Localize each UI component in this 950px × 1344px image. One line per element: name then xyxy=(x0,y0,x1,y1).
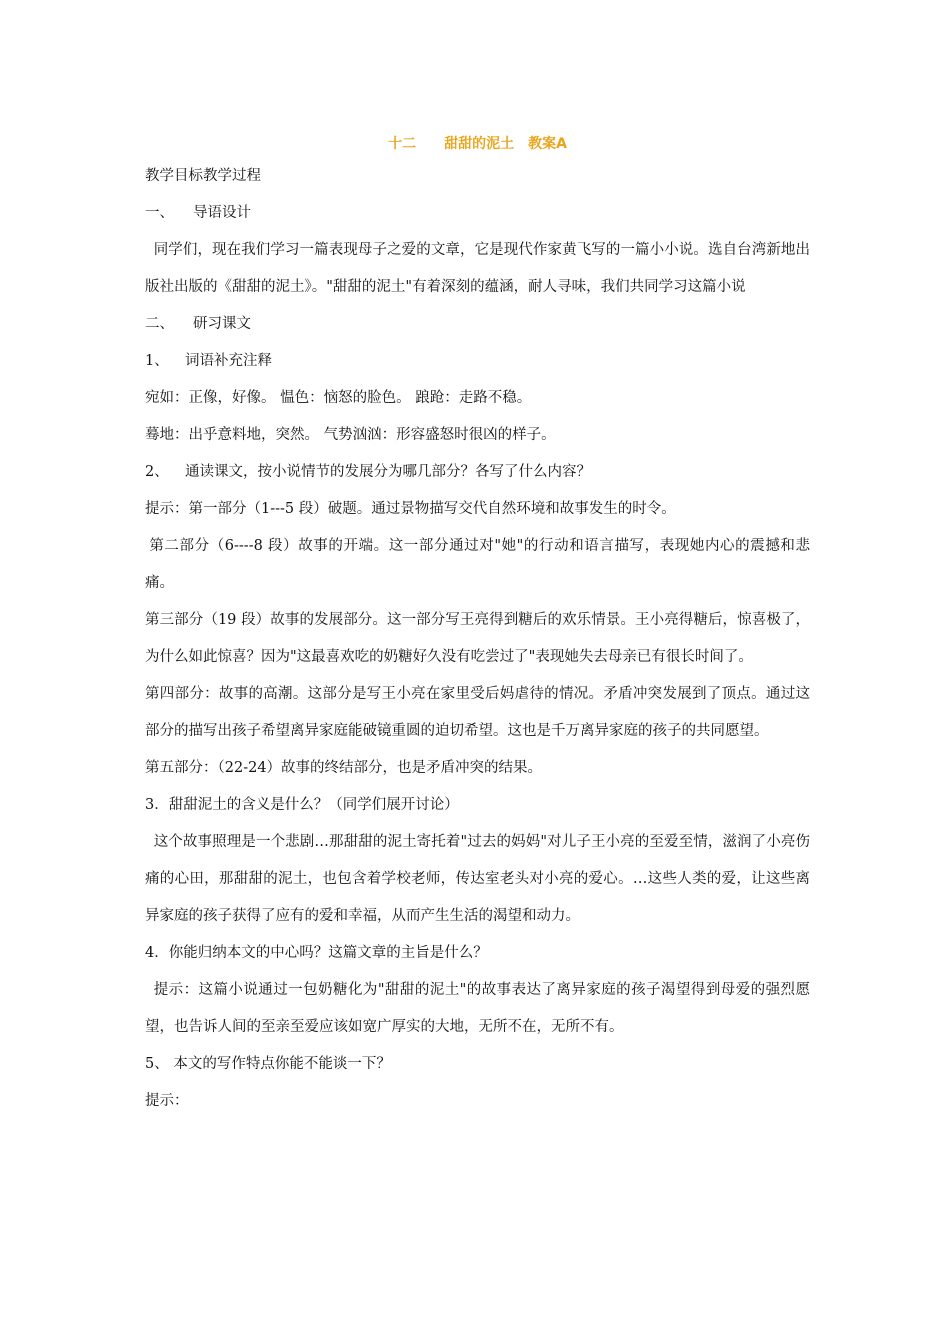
question-line: 5、 本文的写作特点你能不能谈一下？ xyxy=(145,1056,391,1072)
section-heading-intro xyxy=(145,195,810,232)
section-title: 导语设计 xyxy=(193,205,251,221)
document-page xyxy=(145,130,810,1120)
item-number: 1、 xyxy=(145,353,169,369)
vocab-line: 蓦地：出乎意料地，突然。 气势汹汹：形容盛怒时很凶的样子。 xyxy=(145,427,556,443)
intro-paragraph: 同学们，现在我们学习一篇表现母子之爱的文章，它是现代作家黄飞写的一篇小小说。选自台湾新地出版社出版的《甜甜的泥土》。"甜甜的泥土"有着深刻的蕴涵，耐人寻味，我们共同学习这篇小说 xyxy=(145,242,810,295)
answer-paragraph: 提示：这篇小说通过一包奶糖化为"甜甜的泥土"的故事表达了离异家庭的孩子渴望得到母爱的强烈愿望，也告诉人间的至亲至爱应该如宽广厚实的大地，无所不在，无所不有。 xyxy=(145,982,810,1035)
item-title: 通读课文，按小说情节的发展分为哪几部分？各写了什么内容？ xyxy=(185,464,591,480)
vocab-line: 宛如：正像，好像。 愠色：恼怒的脸色。 踉跄：走路不稳。 xyxy=(145,390,532,406)
item-number: 2、 xyxy=(145,464,169,480)
part-paragraph: 第四部分：故事的高潮。这部分是写王小亮在家里受后妈虐待的情况。矛盾冲突发展到了顶点。通过这部分的描写出孩子希望离异家庭能破镜重圆的迫切希望。这也是千万离异家庭的孩子的共同愿望。 xyxy=(145,686,810,739)
question-line: 4．你能归纳本文的中心吗？这篇文章的主旨是什么？ xyxy=(145,945,488,961)
section-heading-study xyxy=(145,306,810,343)
section-title: 研习课文 xyxy=(193,316,251,332)
part-paragraph: 提示：第一部分（1---5 段）破题。通过景物描写交代自然环境和故事发生的时令。 xyxy=(145,501,676,517)
part-paragraph: 第五部分：（22-24）故事的终结部分，也是矛盾冲突的结果。 xyxy=(145,760,543,776)
goals-line: 教学目标教学过程 xyxy=(145,168,261,184)
answer-paragraph: 这个故事照理是一个悲剧…那甜甜的泥土寄托着"过去的妈妈"对儿子王小亮的至爱至情，滋润了小亮伤痛的心田，那甜甜的泥土，也包含着学校老师，传达室老头对小亮的爱心。…这些人类的爱，让这些离异家庭的孩子获得了应有的爱和幸福，从而产生生活的渴望和动力。 xyxy=(145,834,810,924)
part-paragraph: 第二部分（6----8 段）故事的开端。这一部分通过对"她"的行动和语言描写，表现她内心的震撼和悲痛。 xyxy=(145,538,810,591)
section-number: 二、 xyxy=(145,316,174,332)
hint-line: 提示： xyxy=(145,1093,189,1109)
item-heading-structure xyxy=(145,454,810,491)
item-title: 词语补充注释 xyxy=(185,353,272,369)
item-heading-vocab xyxy=(145,343,810,380)
document-title: 十二 甜甜的泥土 教案A xyxy=(388,136,567,152)
question-line: 3．甜甜泥土的含义是什么？（同学们展开讨论） xyxy=(145,797,459,813)
part-paragraph: 第三部分（19 段）故事的发展部分。这一部分写王亮得到糖后的欢乐情景。王小亮得糖后，惊喜极了，为什么如此惊喜？因为"这最喜欢吃的奶糖好久没有吃尝过了"表现她失去母亲已有很长时间了。 xyxy=(145,612,810,665)
section-number: 一、 xyxy=(145,205,174,221)
